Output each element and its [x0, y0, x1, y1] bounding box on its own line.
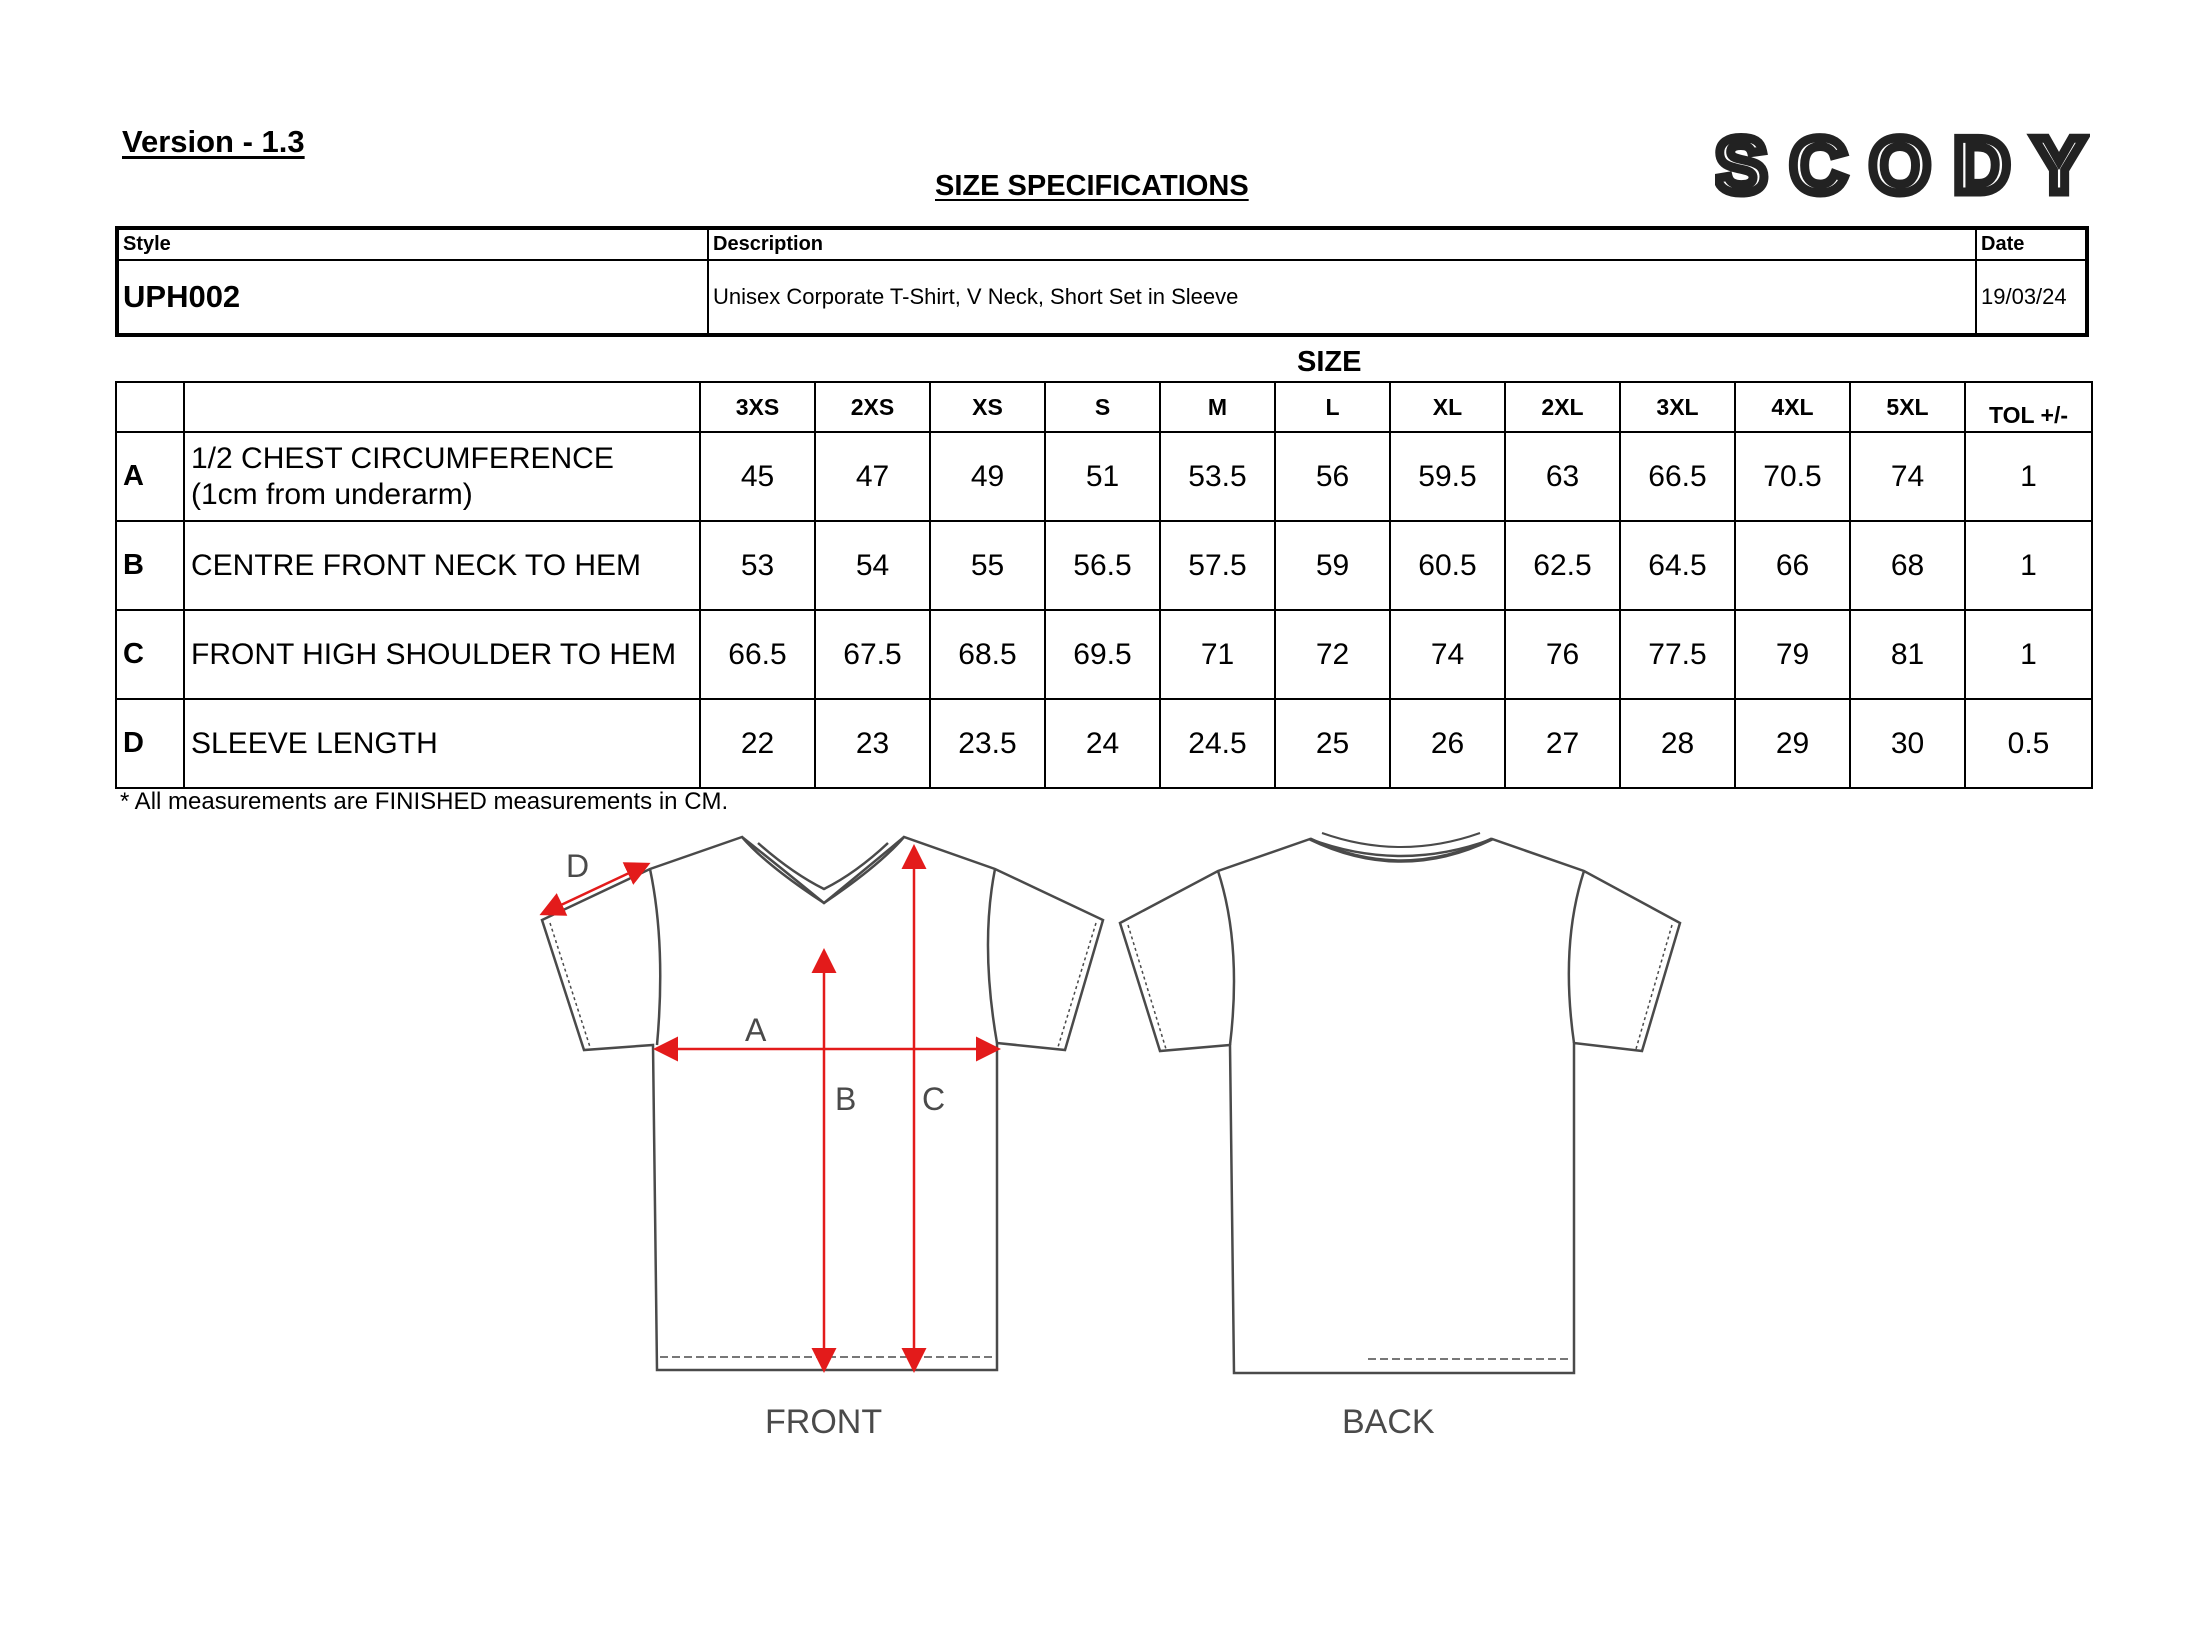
style-value: UPH002 [117, 260, 708, 335]
front-tshirt-outline [542, 837, 1103, 1370]
size-header: 5XL [1850, 382, 1965, 432]
size-header: 3XL [1620, 382, 1735, 432]
measure-value: 56.5 [1045, 521, 1160, 610]
measure-value: 60.5 [1390, 521, 1505, 610]
logo-text: SCODY [1715, 132, 2087, 200]
measure-value: 55 [930, 521, 1045, 610]
tolerance-value: 1 [1965, 521, 2092, 610]
scody-logo [1715, 132, 2090, 200]
size-heading: SIZE [1297, 346, 1362, 378]
blank-header [116, 382, 184, 432]
measure-value: 66 [1735, 521, 1850, 610]
size-header: XS [930, 382, 1045, 432]
measurement-note: * All measurements are FINISHED measurements in CM. [120, 788, 729, 815]
measure-value: 57.5 [1160, 521, 1275, 610]
spec-row-b [116, 521, 2092, 610]
measure-value: 22 [700, 699, 815, 788]
measure-value: 81 [1850, 610, 1965, 699]
measure-value: 74 [1850, 432, 1965, 521]
measure-label-d: D [566, 848, 590, 884]
measure-value: 66.5 [700, 610, 815, 699]
measure-name [184, 610, 700, 699]
spec-row-a [116, 432, 2092, 521]
style-info-table [115, 226, 2089, 337]
measure-code: B [116, 521, 184, 610]
measure-value: 79 [1735, 610, 1850, 699]
size-header-row [116, 382, 2092, 432]
measure-value: 63 [1505, 432, 1620, 521]
measure-code: C [116, 610, 184, 699]
measure-value: 49 [930, 432, 1045, 521]
measure-value: 66.5 [1620, 432, 1735, 521]
measure-value: 71 [1160, 610, 1275, 699]
measure-name [184, 432, 700, 521]
measure-name [184, 521, 700, 610]
measure-value: 68.5 [930, 610, 1045, 699]
measure-value: 26 [1390, 699, 1505, 788]
measure-value: 67.5 [815, 610, 930, 699]
measure-value: 70.5 [1735, 432, 1850, 521]
measure-value: 77.5 [1620, 610, 1735, 699]
measure-value: 72 [1275, 610, 1390, 699]
measure-value: 69.5 [1045, 610, 1160, 699]
garment-sketch [530, 825, 1710, 1465]
measure-value: 59 [1275, 521, 1390, 610]
size-header: 2XS [815, 382, 930, 432]
size-header: 2XL [1505, 382, 1620, 432]
measure-value: 23 [815, 699, 930, 788]
measure-name-line: CENTRE FRONT NECK TO HEM [191, 548, 642, 582]
tolerance-header: TOL +/- [1965, 382, 2092, 432]
measure-value: 54 [815, 521, 930, 610]
size-header: S [1045, 382, 1160, 432]
measure-name [184, 699, 700, 788]
spec-row-d [116, 699, 2092, 788]
measure-value: 56 [1275, 432, 1390, 521]
style-label: Style [117, 228, 708, 260]
date-value: 19/03/24 [1976, 260, 2087, 335]
size-header: XL [1390, 382, 1505, 432]
date-label: Date [1976, 228, 2087, 260]
measure-value: 53.5 [1160, 432, 1275, 521]
measure-value: 47 [815, 432, 930, 521]
measure-code: D [116, 699, 184, 788]
measure-name-line: SLEEVE LENGTH [191, 726, 438, 760]
measure-name-line: FRONT HIGH SHOULDER TO HEM [191, 637, 677, 671]
measure-value: 23.5 [930, 699, 1045, 788]
measure-value: 64.5 [1620, 521, 1735, 610]
version-label: Version - 1.3 [122, 124, 305, 159]
description-label: Description [708, 228, 1976, 260]
blank-header [184, 382, 700, 432]
measure-label-b: B [835, 1081, 857, 1117]
measure-name-note: (1cm from underarm) [191, 477, 473, 511]
measure-label-a: A [745, 1012, 767, 1048]
size-header: 3XS [700, 382, 815, 432]
measure-value: 27 [1505, 699, 1620, 788]
measure-value: 25 [1275, 699, 1390, 788]
front-label: FRONT [765, 1403, 883, 1441]
tolerance-value: 0.5 [1965, 699, 2092, 788]
measure-name-line: 1/2 CHEST CIRCUMFERENCE [191, 441, 614, 475]
measure-value: 29 [1735, 699, 1850, 788]
description-value: Unisex Corporate T-Shirt, V Neck, Short Set in Sleeve [708, 260, 1976, 335]
measure-code: A [116, 432, 184, 521]
measure-value: 51 [1045, 432, 1160, 521]
measure-value: 62.5 [1505, 521, 1620, 610]
measure-value: 59.5 [1390, 432, 1505, 521]
size-header: 4XL [1735, 382, 1850, 432]
spec-row-c [116, 610, 2092, 699]
measure-value: 68 [1850, 521, 1965, 610]
back-tshirt-outline [1120, 833, 1680, 1373]
measure-value: 28 [1620, 699, 1735, 788]
page-title: SIZE SPECIFICATIONS [935, 170, 1249, 202]
measure-value: 45 [700, 432, 815, 521]
measure-label-c: C [922, 1081, 946, 1117]
size-header: M [1160, 382, 1275, 432]
measure-value: 76 [1505, 610, 1620, 699]
measure-value: 74 [1390, 610, 1505, 699]
measure-value: 53 [700, 521, 815, 610]
measure-value: 30 [1850, 699, 1965, 788]
measure-value: 24 [1045, 699, 1160, 788]
measure-value: 24.5 [1160, 699, 1275, 788]
back-label: BACK [1342, 1403, 1435, 1441]
size-header: L [1275, 382, 1390, 432]
tolerance-value: 1 [1965, 432, 2092, 521]
tolerance-value: 1 [1965, 610, 2092, 699]
size-spec-table [115, 381, 2093, 789]
